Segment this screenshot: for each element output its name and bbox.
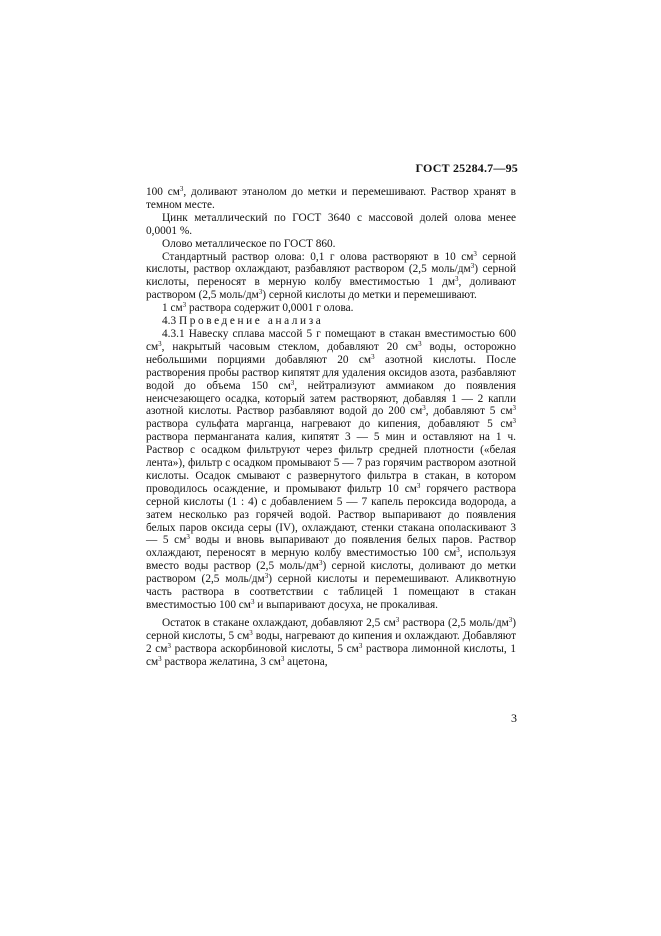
para-continuation: 100 $см^3$, доливают этанолом до метки и перемешивают. Раствор хранят в темном месте. (146, 185, 516, 211)
para-4-3-1: 4.3.1 Навеску сплава массой 5 г помещают в стакан вместимостью 600 $см^3$, накрытый часовым стеклом, добавляют 20 $см^3$ воды, осторожно небольшими порциями добавляют 20 $см^3$ азотной кислоты. После растворения пробы раствор кипятят для удаления оксидов азота, разбавляют водой до объема 150 $см^3$, нейтрализуют аммиаком до появления неисчезающего осадка, который затем растворяют, добавляя 1 — 2 капли азотной кислоты. Раствор разбавляют водой до 200 $см^3$, добавляют 5 $см^3$ раствора сульфата марганца, нагревают до кипения, добавляют 5 $см^3$ раствора перманганата калия, кипятят 3 — 5 мин и оставляют на 1 ч. Раствор с осадком фильтруют через фильтр средней плотности («белая лента»), фильтр с осадком промывают 5 — 7 раз горячим раствором азотной кислоты. Осадок смывают с развернутого фильтра в стакан, в котором проводилось осаждение, и промывают фильтр 10 $см^3$ горячего раствора серной кислоты (1 : 4) с добавлением 5 — 7 капель пероксида водорода, а затем несколько раз горячей водой. Раствор выпаривают до появления белых паров оксида серы (IV), охлаждают, стенки стакана ополаскивают 3 — 5 $см^3$ воды и вновь выпаривают до появления белых паров. Раствор охлаждают, переносят в мерную колбу вместимостью 100 $см^3$, используя вместо воды раствор (2,5 моль/$дм^3$) серной кислоты, доливают до метки раствором (2,5 моль/$дм^3$) серной кислоты и перемешивают. Аликвотную часть раствора в соответствии с таблицей 1 помещают в стакан вместимостью 100 $см^3$ и выпаривают досуха, не прокаливая. (146, 327, 517, 611)
page-number: 3 (511, 711, 517, 725)
para-tin: Олово металлическое по ГОСТ 860. (162, 237, 336, 250)
body-text (146, 186, 516, 669)
para-residue: Остаток в стакане охлаждают, добавляют 2,5 $см^3$ раствора (2,5 моль/$дм^3$) серной кислоты, 5 $см^3$ воды, нагревают до кипения и охлаждают. Добавляют 2 $см^3$ раствора аскорбиновой кислоты, 5 $см^3$ раствора лимонной кислоты, 1 $см^3$ раствора желатина, 3 $см^3$ ацетона, (146, 615, 517, 668)
document-code: ГОСТ 25284.7—95 (415, 161, 518, 175)
section-heading-4-3: 4.3 Проведение анализа (162, 315, 324, 328)
para-standard-solution: Стандартный раствор олова: 0,1 г олова растворяют в 10 $см^3$ серной кислоты, раствор охлаждают, разбавляют раствором (2,5 моль/$дм^3$) серной кислоты, переносят в мерную колбу вместимостью 1 $дм^3$, доливают раствором (2,5 моль/$дм^3$) серной кислоты до метки и перемешивают. (146, 249, 517, 302)
para-zinc: Цинк металлический по ГОСТ 3640 с массовой долей олова менее 0,0001 %. (146, 211, 516, 237)
para-solution-content: 1 $см^3$ раствора содержит 0,0001 г олова. (162, 301, 354, 315)
